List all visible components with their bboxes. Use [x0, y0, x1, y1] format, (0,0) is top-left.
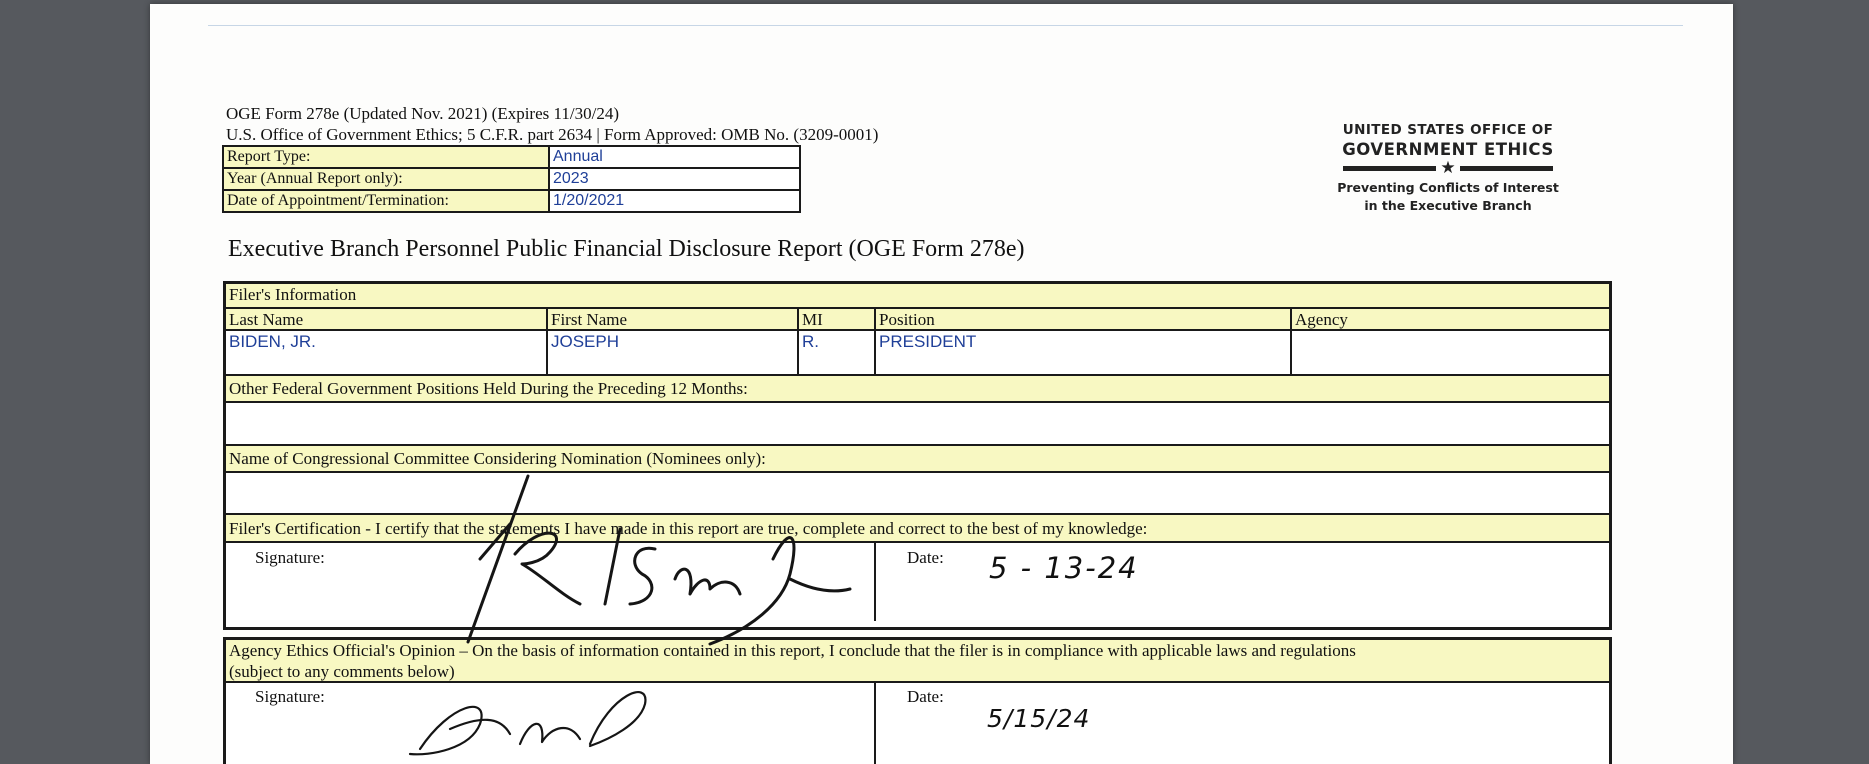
col-mi: MI	[799, 309, 876, 331]
certification-date-label: Date:	[907, 548, 944, 567]
col-agency: Agency	[1292, 309, 1609, 331]
report-year-label: Year (Annual Report only):	[223, 168, 549, 190]
col-last-name: Last Name	[226, 309, 548, 331]
opinion-date-handwritten: 5/15/24	[987, 704, 1091, 733]
logo-tagline-1: Preventing Conflicts of Interest	[1337, 180, 1559, 195]
opinion-label-line-2: (subject to any comments below)	[229, 662, 455, 681]
logo-line-2: GOVERNMENT ETHICS	[1342, 140, 1554, 159]
col-first-name: First Name	[548, 309, 799, 331]
agency-line: U.S. Office of Government Ethics; 5 C.F.R. part 2634 | Form Approved: OMB No. (3209-0001)	[226, 125, 879, 144]
certification-label: Filer's Certification - I certify that the statements I have made in this report are true, complete and correct to the best of my knowledge:	[226, 515, 1609, 543]
star-icon: ★	[1440, 158, 1456, 178]
last-name-value: BIDEN, JR.	[226, 331, 548, 376]
logo-tagline-2: in the Executive Branch	[1364, 198, 1532, 213]
opinion-date-label: Date:	[907, 687, 944, 706]
document-page	[150, 4, 1733, 764]
committee-label: Name of Congressional Committee Considering Nomination (Nominees only):	[226, 446, 1609, 473]
report-type-label: Report Type:	[223, 146, 549, 168]
opinion-signature-label: Signature:	[255, 687, 325, 706]
logo-line-1: UNITED STATES OFFICE OF	[1342, 122, 1554, 138]
col-position: Position	[876, 309, 1292, 331]
position-value: PRESIDENT	[876, 331, 1292, 376]
first-name-value: JOSEPH	[548, 331, 799, 376]
certification-signature-label: Signature:	[255, 548, 325, 567]
mi-value: R.	[799, 331, 876, 376]
appointment-date-label: Date of Appointment/Termination:	[223, 190, 549, 212]
document-title: Executive Branch Personnel Public Financial Disclosure Report (OGE Form 278e)	[228, 236, 1025, 262]
other-positions-label: Other Federal Government Positions Held During the Preceding 12 Months:	[226, 376, 1609, 403]
opinion-label-line-1: Agency Ethics Official's Opinion – On the basis of information contained in this report, I conclude that the filer is in compliance with applicable laws and regulations	[229, 641, 1356, 660]
certification-date-handwritten: 5 - 13-24	[989, 551, 1139, 585]
report-year-value: 2023	[549, 168, 800, 190]
form-version-line: OGE Form 278e (Updated Nov. 2021) (Expires 11/30/24)	[226, 104, 619, 123]
filer-info-heading: Filer's Information	[226, 284, 1609, 309]
report-type-value: Annual	[549, 146, 800, 168]
appointment-date-value: 1/20/2021	[549, 190, 800, 212]
filer-signature-drawing	[150, 4, 1733, 764]
